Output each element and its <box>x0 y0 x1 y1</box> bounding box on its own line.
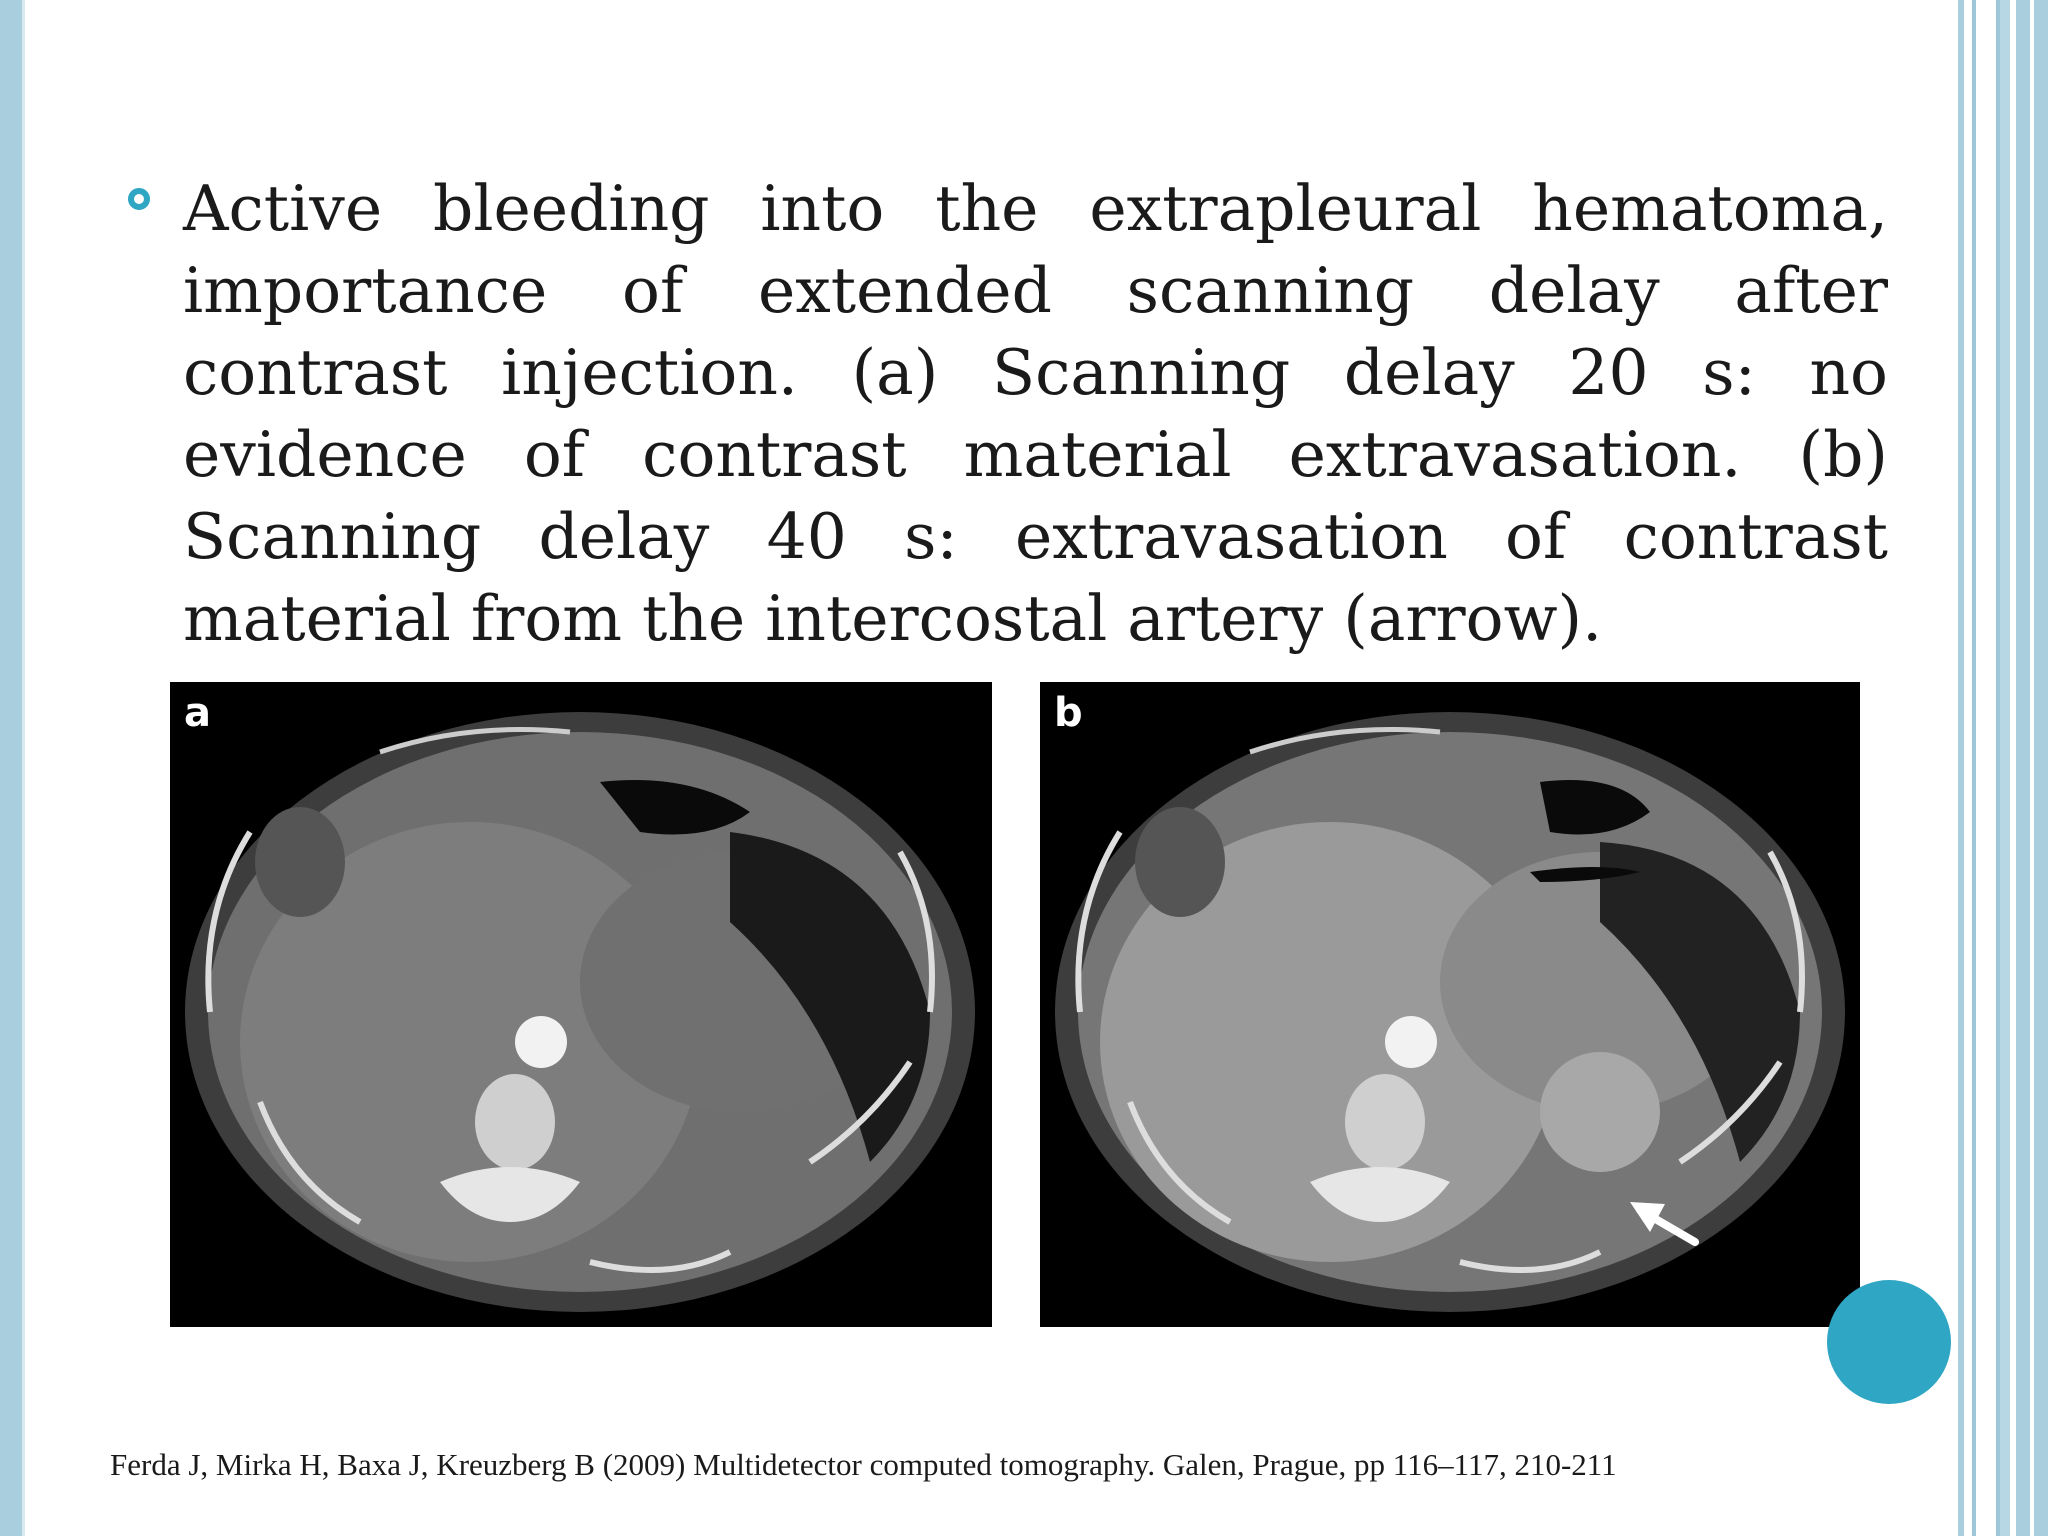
ct-image-a <box>170 682 992 1327</box>
ring-bullet-icon <box>128 188 150 210</box>
accent-circle <box>1827 1280 1951 1404</box>
citation: Ferda J, Mirka H, Baxa J, Kreuzberg B (2009) Multidetector computed tomography. Galen, Prague, pp 116–117, 210-211 <box>110 1447 1617 1482</box>
bullet-text: Active bleeding into the extrapleural hematoma, importance of extended scanning delay after contrast injection. (a) Scanning delay 20 s: no evidence of contrast material extravasation. (b) Scanning delay 40 s: extravasation of contrast material from the intercostal artery (arrow). <box>183 172 1888 655</box>
panel-label-a: a <box>184 690 211 736</box>
panel-label-b: b <box>1054 690 1083 736</box>
ct-image-b <box>1040 682 1860 1327</box>
ct-scan-a-drawing <box>170 682 992 1327</box>
left-border-line <box>22 0 25 1536</box>
right-border-frame <box>1958 0 2048 1536</box>
left-border-stripe <box>0 0 22 1536</box>
ct-scan-b-drawing <box>1040 682 1860 1327</box>
